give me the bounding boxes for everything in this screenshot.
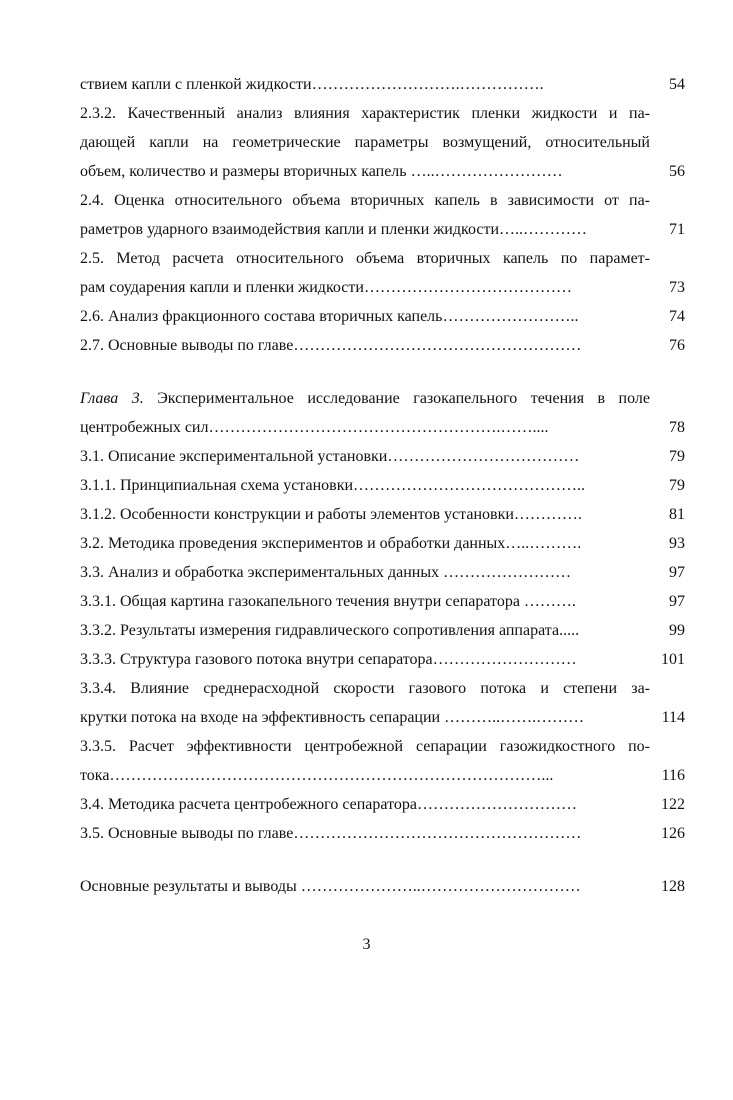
toc-entry-3-3-1 (80, 587, 685, 616)
toc-entry-text: объем, количество и размеры вторичных капель …..…………………… (80, 163, 563, 180)
toc-page-number: 78 (669, 419, 685, 436)
toc-entry-3-1-1 (80, 471, 685, 500)
toc-entry-text: 2.3.2. Качественный анализ влияния характеристик пленки жидкости и па- (80, 105, 650, 122)
toc-entry-text: 2.5. Метод расчета относительного объема вторичных капель по парамет- (80, 250, 650, 267)
toc-page-number: 101 (661, 651, 685, 668)
toc-entry-text: 3.3.1. Общая картина газокапельного течения внутри сепаратора ………. (80, 593, 576, 610)
toc-entry-2-5 (80, 244, 685, 302)
toc-page-number: 114 (661, 709, 685, 726)
toc-entry-text: 3.4. Методика расчета центробежного сепаратора………………………… (80, 796, 577, 813)
toc-entry-chapter-3 (80, 384, 685, 442)
toc-entry-3-1 (80, 442, 685, 471)
toc-entry-3-5 (80, 819, 685, 848)
toc-entry-text: раметров ударного взаимодействия капли и пленки жидкости…..………… (80, 221, 588, 238)
section-spacer (80, 848, 685, 872)
toc-entry-2-6 (80, 302, 685, 331)
toc-entry-text: 3.2. Методика проведения экспериментов и обработки данных…..………. (80, 535, 582, 552)
toc-entry-3-3-3 (80, 645, 685, 674)
toc-entry-text: 2.7. Основные выводы по главе……………………………………………… (80, 337, 582, 354)
toc-entry-2-7 (80, 331, 685, 360)
toc-entry-text: рам соударения капли и пленки жидкости………………………………… (80, 279, 572, 296)
toc-entry-3-3-2 (80, 616, 685, 645)
toc-entry-text: ствием капли с пленкой жидкости……………………….……………. (80, 76, 544, 93)
toc-page-number: 71 (669, 221, 685, 238)
toc-entry-2-3-2 (80, 99, 685, 186)
toc-entry-3-3-5 (80, 732, 685, 790)
toc-entry-text: 3.1.1. Принципиальная схема установки…………………………………….. (80, 477, 586, 494)
toc-page-number: 97 (669, 593, 685, 610)
toc-entry-text: 3.1.2. Особенности конструкции и работы элементов установки…………. (80, 506, 582, 523)
page-number: 3 (362, 936, 371, 953)
toc-page-number: 79 (669, 448, 685, 465)
toc-entry-text: 3.3.4. Влияние среднерасходной скорости газового потока и степени за- (80, 680, 650, 697)
toc-entry-3-4 (80, 790, 685, 819)
toc-entry-3-1-2 (80, 500, 685, 529)
toc-entry-conclusions (80, 872, 685, 901)
toc-entry-text: центробежных сил……………………………………………….…….... (80, 419, 549, 436)
toc-entry-text: тока………………………………………………………………………... (80, 767, 554, 784)
toc-entry-3-3-4 (80, 674, 685, 732)
toc-entry-3-2 (80, 529, 685, 558)
toc-page-number: 73 (669, 279, 685, 296)
toc-entry-text: 3.3.3. Структура газового потока внутри сепаратора……………………… (80, 651, 577, 668)
toc-page-number: 126 (661, 825, 685, 842)
toc-entry-3-3 (80, 558, 685, 587)
table-of-contents (80, 70, 685, 901)
toc-entry-text: крутки потока на входе на эффективность сепарации ………..…….……… (80, 709, 585, 726)
toc-entry-2-4 (80, 186, 685, 244)
toc-entry-text: 2.4. Оценка относительного объема вторичных капель в зависимости от па- (80, 192, 650, 209)
chapter-label: Глава 3. (80, 390, 144, 407)
toc-page-number: 79 (669, 477, 685, 494)
toc-page-number: 97 (669, 564, 685, 581)
toc-entry-text: 3.5. Основные выводы по главе……………………………………………… (80, 825, 582, 842)
toc-page-number: 81 (669, 506, 685, 523)
toc-page-number: 74 (669, 308, 685, 325)
toc-entry-text (80, 384, 650, 413)
toc-entry-text: 3.3.5. Расчет эффективности центробежной сепарации газожидкостного по- (80, 738, 650, 755)
toc-entry-text: 3.1. Описание экспериментальной установки……………………………… (80, 448, 580, 465)
toc-entry-text: Основные результаты и выводы …………………..………………………… (80, 878, 581, 895)
toc-entry-text: 3.3. Анализ и обработка экспериментальных данных …………………… (80, 564, 572, 581)
toc-entry-text: дающей капли на геометрические параметры возмущений, относительный (80, 134, 650, 151)
toc-page-number: 99 (669, 622, 685, 639)
chapter-title: Экспериментальное исследование газокапельного течения в поле (143, 390, 650, 407)
toc-page-number: 116 (661, 767, 685, 784)
toc-entry-text: 2.6. Анализ фракционного состава вторичных капель…………………….. (80, 308, 579, 325)
section-spacer (80, 360, 685, 384)
toc-page-number: 56 (669, 163, 685, 180)
toc-page-number: 76 (669, 337, 685, 354)
toc-page-number: 54 (669, 76, 685, 93)
toc-entry-cont-2-2 (80, 70, 685, 99)
toc-page-number: 122 (661, 796, 685, 813)
toc-entry-text: 3.3.2. Результаты измерения гидравлического сопротивления аппарата..... (80, 622, 580, 639)
toc-page-number: 93 (669, 535, 685, 552)
toc-page-number: 128 (661, 878, 685, 895)
